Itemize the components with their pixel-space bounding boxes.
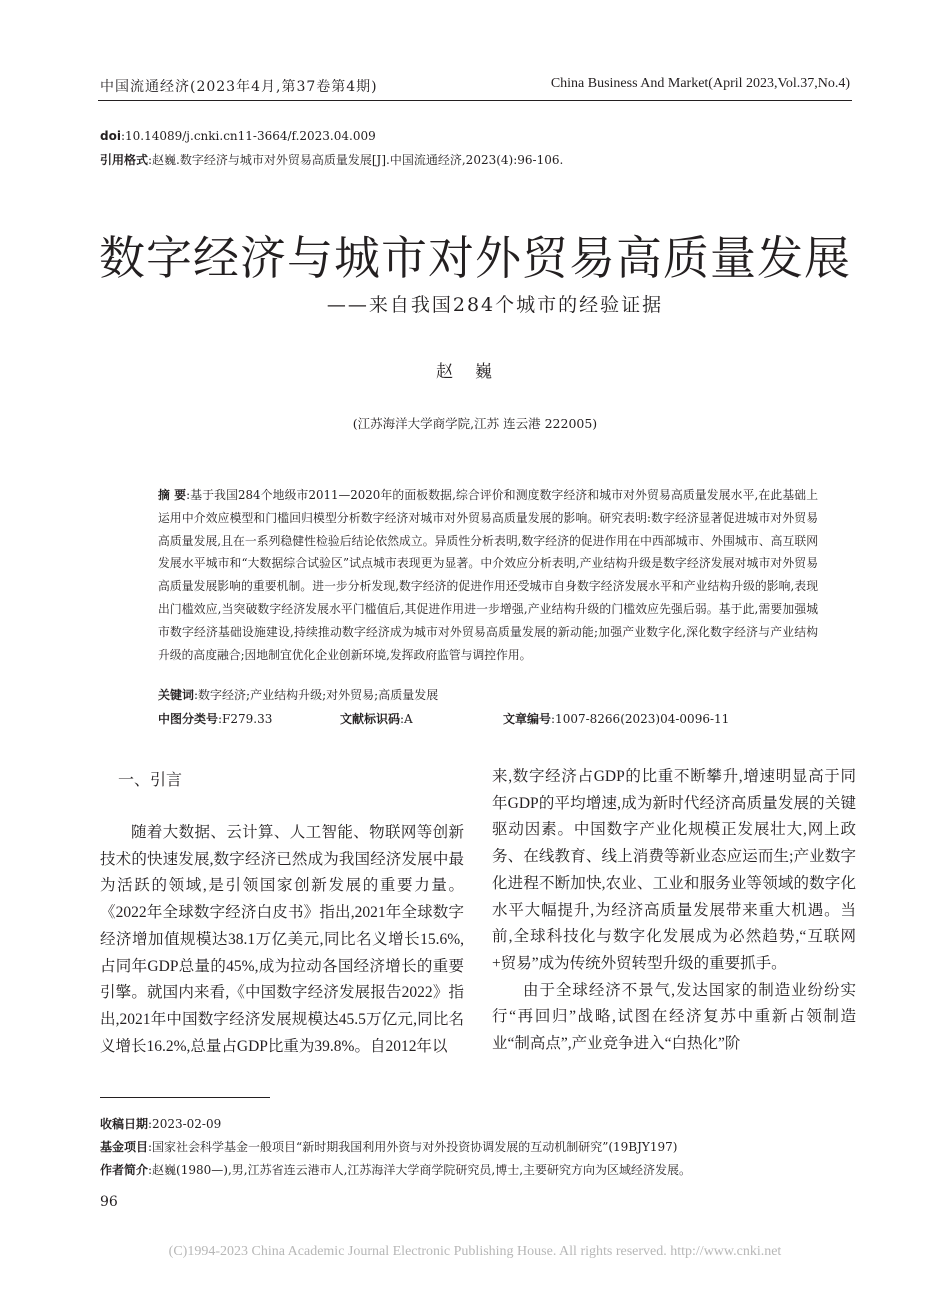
keywords-value: :数字经济;产业结构升级;对外贸易;高质量发展: [194, 688, 439, 702]
document-code-label: 文献标识码: [340, 712, 401, 726]
page-number: 96: [100, 1194, 118, 1210]
journal-header-cn: 中国流通经济(2023年4月,第37卷第4期): [100, 79, 378, 95]
left-column: [100, 820, 464, 1060]
author-name: 赵巍: [436, 362, 514, 382]
copyright-watermark: (C)1994-2023 China Academic Journal Electronic Publishing House. All rights reserved. http://www.cnki.net: [168, 1244, 782, 1259]
header-divider: [98, 100, 852, 101]
paper-subtitle: ——来自我国284个城市的经验证据: [326, 294, 664, 316]
doi-label: doi: [100, 129, 121, 143]
fund-project: [100, 1138, 677, 1155]
document-code: [340, 710, 413, 727]
article-number: [503, 710, 729, 727]
document-code-value: :A: [400, 712, 413, 726]
clc-label: 中图分类号: [158, 712, 219, 726]
received-date: [100, 1115, 221, 1132]
abstract-label: 摘 要: [158, 488, 187, 502]
paper-title: 数字经济与城市对外贸易高质量发展: [99, 231, 851, 285]
keywords: [158, 686, 438, 703]
citation-value: :赵巍.数字经济与城市对外贸易高质量发展[J].中国流通经济,2023(4):96-106.: [148, 153, 564, 167]
bio-label: 作者简介: [100, 1163, 149, 1177]
abstract-text: :基于我国284个地级市2011—2020年的面板数据,综合评价和测度数字经济和城市对外贸易高质量发展水平,在此基础上运用中介效应模型和门槛回归模型分析数字经济对城市对外贸易高质量发展的影响。研究表明:数字经济显著促进城市对外贸易高质量发展,且在一系列稳健性检验后结论依然成立。异质性分析表明,数字经济的促进作用在中西部城市、外围城市、高互联网发展水平城市和“大数据综合试验区”试点城市表现更为显著。中介效应分析表明,产业结构升级是数字经济发展对城市对外贸易高质量发展影响的重要机制。进一步分析发现,数字经济的促进作用还受城市自身数字经济发展水平和产业结构升级的影响,表现出门槛效应,当突破数字经济发展水平门槛值后,其促进作用进一步增强,产业结构升级的门槛效应先强后弱。基于此,需要加强城市数字经济基础设施建设,持续推动数字经济成为城市对外贸易高质量发展的新动能;加强产业数字化,深化数字经济与产业结构升级的高度融合;因地制宜优化企业创新环境,发挥政府监管与调控作用。: [158, 488, 818, 662]
body-paragraph: 来,数字经济占GDP的比重不断攀升,增速明显高于同年GDP的平均增速,成为新时代经济高质量发展的关键驱动因素。中国数字产业化规模正发展壮大,网上政务、在线教育、线上消费等新业态应运而生;产业数字化进程不断加快,农业、工业和服务业等领域的数字化水平大幅提升,为经济高质量发展带来重大机遇。当前,全球科技化与数字化发展成为必然趋势,“互联网+贸易”成为传统外贸转型升级的重要抓手。: [492, 768, 856, 972]
journal-header-en: China Business And Market(April 2023,Vol.37,No.4): [550, 76, 850, 91]
section-heading: 一、引言: [118, 770, 183, 789]
clc-number: [158, 710, 272, 727]
received-value: :2023-02-09: [148, 1117, 222, 1131]
bio-value: :赵巍(1980—),男,江苏省连云港市人,江苏海洋大学商学院研究员,博士,主要研究方向为区域经济发展。: [148, 1163, 692, 1177]
keywords-label: 关键词: [158, 688, 195, 702]
doi-line: [100, 129, 376, 143]
abstract: [158, 484, 818, 666]
received-label: 收稿日期: [100, 1117, 149, 1131]
author-affiliation: (江苏海洋大学商学院,江苏 连云港 222005): [352, 416, 598, 431]
doi-value[interactable]: :10.14089/j.cnki.cn11-3664/f.2023.04.009: [120, 129, 376, 143]
fund-value: :国家社会科学基金一般项目“新时期我国利用外资与对外投资协调发展的互动机制研究”(19BJY197): [148, 1140, 678, 1154]
article-number-value: :1007-8266(2023)04-0096-11: [551, 712, 730, 726]
body-paragraph: 随着大数据、云计算、人工智能、物联网等创新技术的快速发展,数字经济已然成为我国经济发展中最为活跃的领域,是引领国家创新发展的重要力量。《2022年全球数字经济白皮书》指出,2021年全球数字经济增加值规模达38.1万亿美元,同比名义增长15.6%,占同年GDP总量的45%,成为拉动各国经济增长的重要引擎。就国内来看,《中国数字经济发展报告2022》指出,2021年中国数字经济发展规模达45.5万亿元,同比名义增长16.2%,总量占GDP比重为39.8%。自2012年以: [100, 824, 464, 1055]
body-paragraph: 由于全球经济不景气,发达国家的制造业纷纷实行“再回归”战略,试图在经济复苏中重新占领制造业“制高点”,产业竞争进入“白热化”阶: [492, 981, 856, 1053]
citation-line: [100, 151, 563, 168]
clc-value: :F279.33: [218, 712, 273, 726]
footnote-divider: [100, 1097, 270, 1098]
citation-label: 引用格式: [100, 153, 149, 167]
author-bio: [100, 1161, 691, 1178]
fund-label: 基金项目: [100, 1140, 149, 1154]
right-column: [492, 764, 856, 1058]
article-number-label: 文章编号: [503, 712, 552, 726]
